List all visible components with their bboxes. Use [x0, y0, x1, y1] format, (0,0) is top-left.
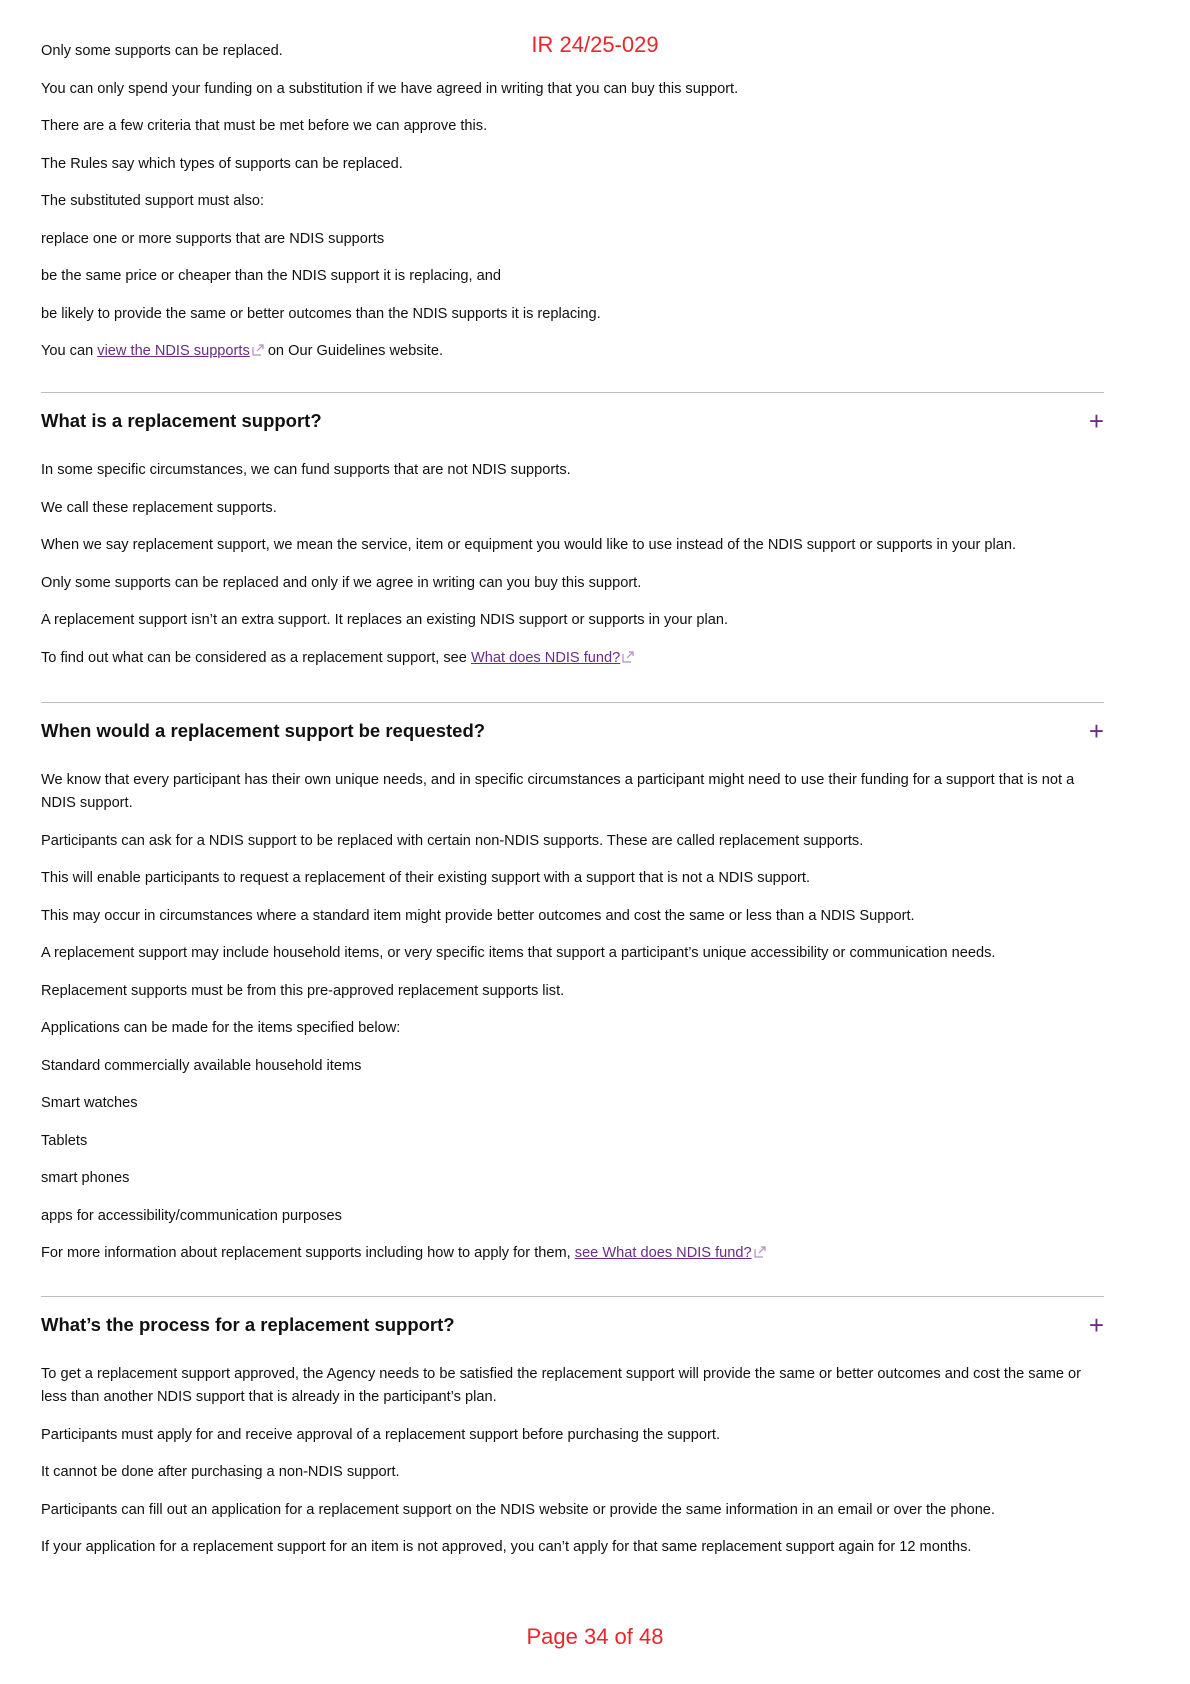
paragraph: be the same price or cheaper than the NDIS support it is replacing, and — [41, 268, 501, 284]
paragraph: Replacement supports must be from this pre-approved replacement supports list. — [41, 982, 565, 999]
paragraph: It cannot be done after purchasing a non-NDIS support. — [41, 1464, 400, 1480]
paragraph: We call these replacement supports. — [41, 499, 277, 516]
paragraph: replace one or more supports that are NDIS supports — [41, 230, 385, 247]
paragraph: If your application for a replacement support for an item is not approved, you can’t apply for that same replacement support again for 12 months. — [41, 1539, 972, 1555]
paragraph: In some specific circumstances, we can fund supports that are not NDIS supports. — [41, 462, 571, 478]
paragraph: This will enable participants to request a replacement of their existing support with a support that is not a NDIS support. — [41, 870, 811, 886]
list-item: Tablets — [41, 1132, 88, 1149]
page-number: Page 34 of 48 — [526, 1624, 664, 1649]
paragraph-with-link — [41, 340, 1104, 363]
paragraph: When we say replacement support, we mean the service, item or equipment you would like to use instead of the NDIS support or supports in your plan. — [41, 537, 1017, 553]
paragraph: You can only spend your funding on a substitution if we have agreed in writing that you can buy this support. — [41, 80, 739, 97]
paragraph: A replacement support may include household items, or very specific items that support a participant’s unique accessibility or communication needs. — [41, 945, 996, 961]
what-does-ndis-fund-link[interactable]: What does NDIS fund? — [470, 649, 621, 666]
paragraph: Participants must apply for and receive approval of a replacement support before purchasing the support. — [41, 1426, 720, 1443]
document-reference: IR 24/25-029 — [531, 32, 659, 57]
intro-block — [41, 40, 1104, 378]
external-link-icon — [622, 651, 634, 663]
see-what-does-ndis-fund-link[interactable]: see What does NDIS fund? — [574, 1245, 752, 1261]
paragraph: Only some supports can be replaced and only if we agree in writing can you buy this support. — [41, 574, 642, 591]
paragraph: Applications can be made for the items specified below: — [41, 1020, 401, 1036]
accordion-section-process — [41, 1296, 1104, 1574]
text: For more information about replacement supports including how to apply for them, — [41, 1245, 575, 1261]
external-link-icon — [252, 344, 264, 356]
paragraph: A replacement support isn’t an extra support. It replaces an existing NDIS support or supports in your plan. — [41, 612, 729, 628]
accordion-section-what-is — [41, 392, 1104, 684]
divider — [41, 1296, 1104, 1297]
paragraph: There are a few criteria that must be met before we can approve this. — [41, 118, 488, 134]
expand-plus-icon[interactable]: + — [1088, 716, 1104, 746]
expand-plus-icon[interactable]: + — [1088, 406, 1104, 436]
section-title: When would a replacement support be requested? — [41, 720, 486, 741]
text: on Our Guidelines website. — [263, 343, 444, 359]
paragraph: Participants can ask for a NDIS support to be replaced with certain non-NDIS supports. These are called replacement supports. — [41, 832, 864, 849]
section-title: What’s the process for a replacement support? — [41, 1314, 455, 1335]
list-item: Smart watches — [41, 1095, 138, 1111]
divider — [41, 702, 1104, 703]
accordion-header[interactable] — [41, 1311, 1104, 1339]
expand-plus-icon[interactable]: + — [1088, 1310, 1104, 1340]
paragraph-with-link — [41, 647, 1104, 670]
list-item: apps for accessibility/communication purposes — [41, 1207, 342, 1224]
section-body — [41, 769, 1104, 1265]
text: You can — [41, 343, 98, 359]
paragraph: Only some supports can be replaced. — [41, 43, 283, 59]
accordion-header[interactable] — [41, 717, 1104, 745]
paragraph-with-link — [41, 1242, 1104, 1265]
paragraph: Participants can fill out an application for a replacement support on the NDIS website or provide the same information in an email or over the phone. — [41, 1501, 995, 1518]
accordion-header[interactable] — [41, 407, 1104, 435]
list-item: Standard commercially available household items — [41, 1057, 362, 1074]
paragraph: The Rules say which types of supports can be replaced. — [41, 155, 403, 172]
text: To find out what can be considered as a replacement support, see — [41, 649, 471, 666]
paragraph: To get a replacement support approved, the Agency needs to be satisfied the replacement support will provide the same or better outcomes and cost the same or less than another NDIS support that is already in the participant’s plan. — [41, 1366, 1081, 1405]
paragraph: The substituted support must also: — [41, 193, 265, 209]
section-body — [41, 459, 1104, 670]
section-body — [41, 1363, 1104, 1559]
list-item: smart phones — [41, 1170, 130, 1186]
paragraph: We know that every participant has their own unique needs, and in specific circumstances a participant might need to use their funding for a support that is not a NDIS support. — [41, 772, 1075, 811]
paragraph: be likely to provide the same or better outcomes than the NDIS supports it is replacing. — [41, 305, 601, 322]
accordion-section-when-requested — [41, 702, 1104, 1280]
divider — [41, 392, 1104, 393]
section-title: What is a replacement support? — [41, 410, 322, 431]
view-ndis-supports-link[interactable]: view the NDIS supports — [97, 343, 250, 359]
paragraph: This may occur in circumstances where a standard item might provide better outcomes and cost the same or less than a NDIS Support. — [41, 907, 915, 924]
external-link-icon — [754, 1246, 766, 1258]
